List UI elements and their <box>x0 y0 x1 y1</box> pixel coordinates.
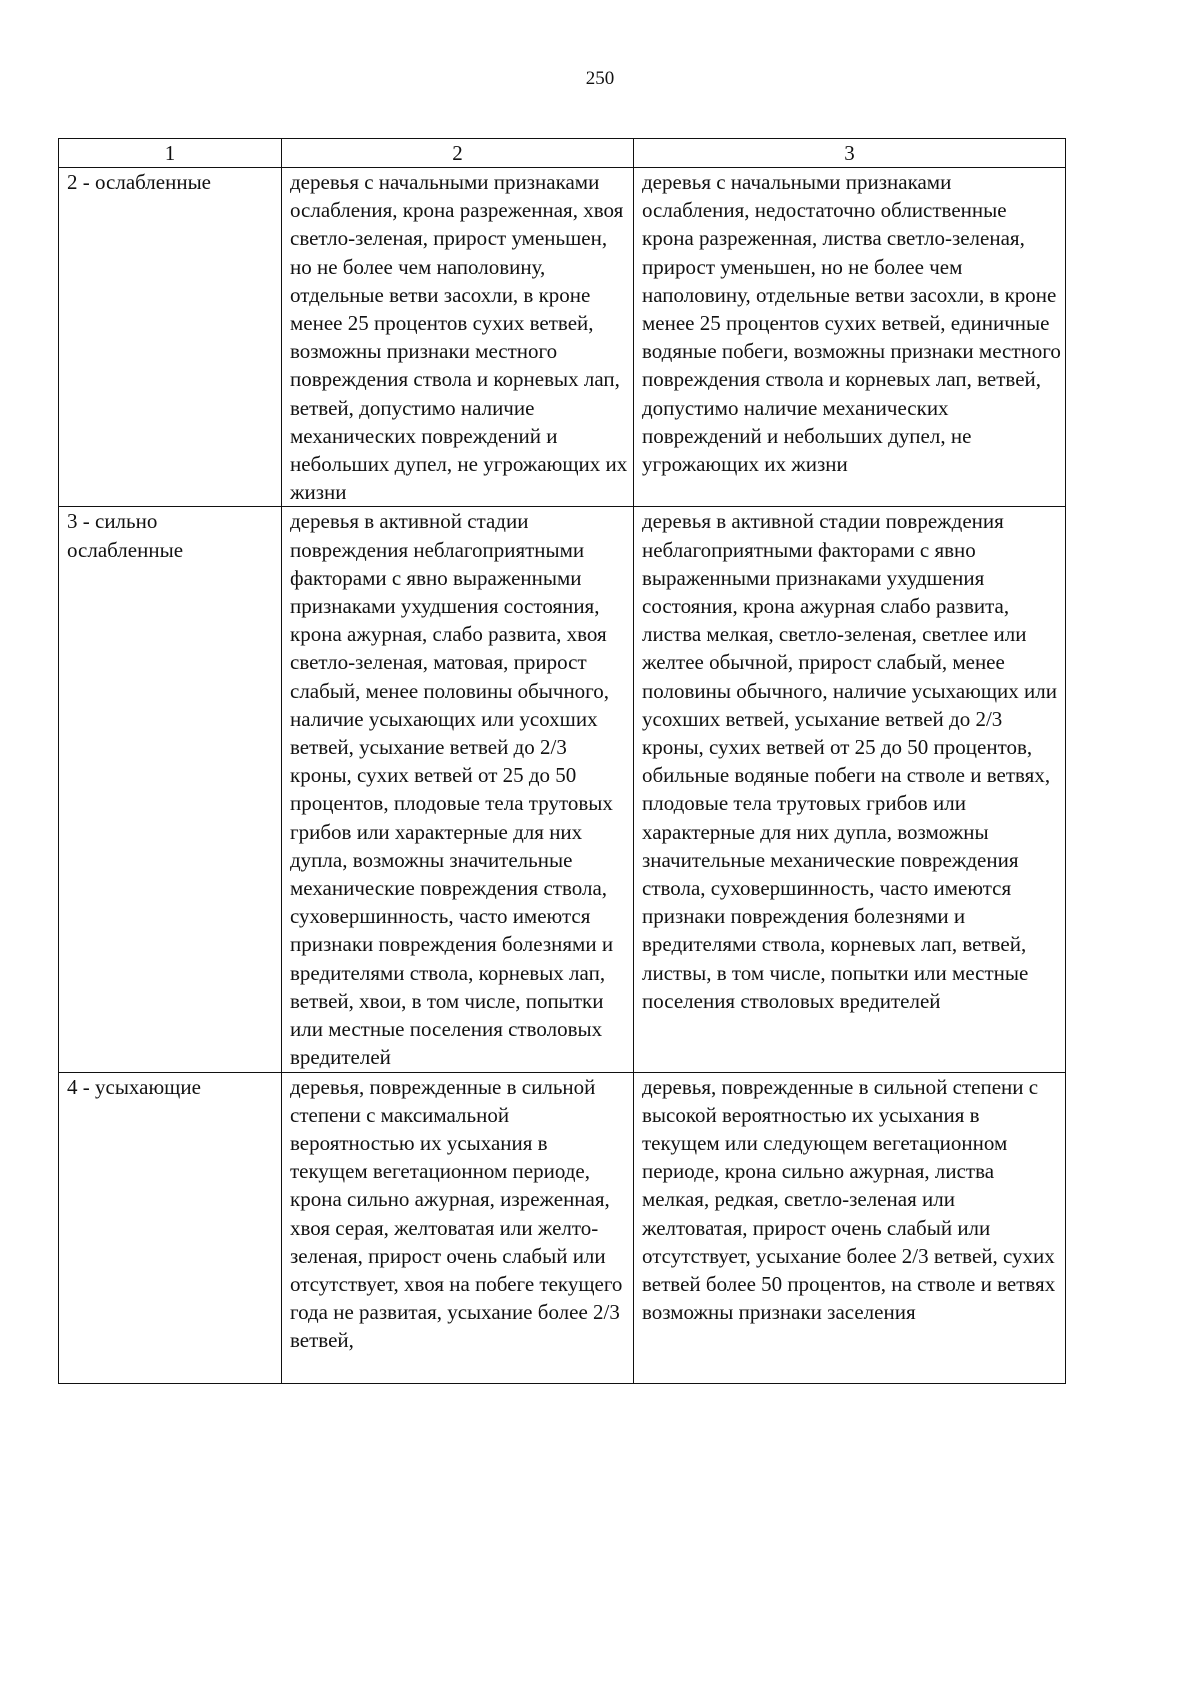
condition-table <box>58 138 1066 1384</box>
header-row <box>59 139 1066 168</box>
conifer-description-text: деревья, поврежденные в сильной степени с максимальной вероятностью их усыхания в текущем вегетационном периоде, крона сильно ажурная, изреженная, хвоя серая, желтоватая или желто-зеленая, прирост очень слабый или отсутствует, хвоя на побеге текущего года не развитая, усыхание более 2/3 ветвей, <box>290 1074 623 1353</box>
category-text: 2 - ослабленные <box>67 170 212 194</box>
deciduous-description-text: деревья с начальными признаками ослабления, недостаточно облиственные крона разреженная, листва светло-зеленая, прирост уменьшен, но не более чем наполовину, отдельные ветви засохли, в кроне менее 25 процентов сухих ветвей, единичные водяные побеги, возможны признаки местного повреждения ствола и корневых лап, ветвей, допустимо наличие механических повреждений и небольших дупел, не угрожающих их жизни <box>642 170 1061 477</box>
category-cell <box>59 1072 282 1383</box>
category-cell <box>59 168 282 507</box>
table-row <box>59 168 1066 507</box>
column-header-3: 3 <box>634 139 1066 168</box>
deciduous-description-cell <box>634 507 1066 1072</box>
category-text: 4 - усыхающие <box>67 1074 201 1099</box>
conifer-description-cell <box>282 168 634 507</box>
deciduous-description-cell <box>634 1072 1066 1383</box>
category-text: 3 - сильно ослабленные <box>67 509 184 562</box>
deciduous-description-text: деревья в активной стадии повреждения неблагоприятными факторами с явно выраженными признаками ухудшения состояния, крона ажурная слабо развита, листва мелкая, светло-зеленая, светлее или желтее обычной, прирост слабый, менее половины обычного, наличие усыхающих или усохших ветвей, усыхание ветвей до 2/3 кроны, сухих ветвей от 25 до 50 процентов, обильные водяные побеги на стволе и ветвях, плодовые тела трутовых грибов или характерные для них дупла, возможны значительные механические повреждения ствола, суховершинность, часто имеются признаки повреждения болезнями и вредителями ствола, корневых лап, ветвей, листвы, в том числе, попытки или местные поселения стволовых вредителей <box>642 509 1057 1013</box>
page-number: 250 <box>585 68 615 89</box>
deciduous-description-text: деревья, поврежденные в сильной степени с высокой вероятностью их усыхания в текущем или следующем вегетационном периоде, крона сильно ажурная, листва мелкая, редкая, светло-зеленая или желтоватая, прирост очень слабый или отсутствует, усыхание более 2/3 ветвей, сухих ветвей более 50 процентов, на стволе и ветвях возможны признаки заселения <box>642 1074 1056 1325</box>
table-row <box>59 1072 1066 1383</box>
conifer-description-cell <box>282 507 634 1072</box>
table-row <box>59 507 1066 1072</box>
conifer-description-cell <box>282 1072 634 1383</box>
column-header-2: 2 <box>282 139 634 168</box>
deciduous-description-cell <box>634 168 1066 507</box>
category-cell <box>59 507 282 1072</box>
conifer-description-text: деревья с начальными признаками ослабления, крона разреженная, хвоя светло-зеленая, прирост уменьшен, но не более чем наполовину, отдельные ветви засохли, в кроне менее 25 процентов сухих ветвей, возможны признаки местного повреждения ствола и корневых лап, ветвей, допустимо наличие механических повреждений и небольших дупел, не угрожающих их жизни <box>290 170 628 505</box>
conifer-description-text: деревья в активной стадии повреждения неблагоприятными факторами с явно выраженными признаками ухудшения состояния, крона ажурная, слабо развита, хвоя светло-зеленая, матовая, прирост слабый, менее половины обычного, наличие усыхающих или усохших ветвей, усыхание ветвей до 2/3 кроны, сухих ветвей от 25 до 50 процентов, плодовые тела трутовых грибов или характерные для них дупла, возможны значительные механические повреждения ствола, суховершинность, часто имеются признаки повреждения болезнями и вредителями ствола, корневых лап, ветвей, хвои, в том числе, попытки или местные поселения стволовых вредителей <box>290 509 614 1070</box>
column-header-1: 1 <box>59 139 282 168</box>
